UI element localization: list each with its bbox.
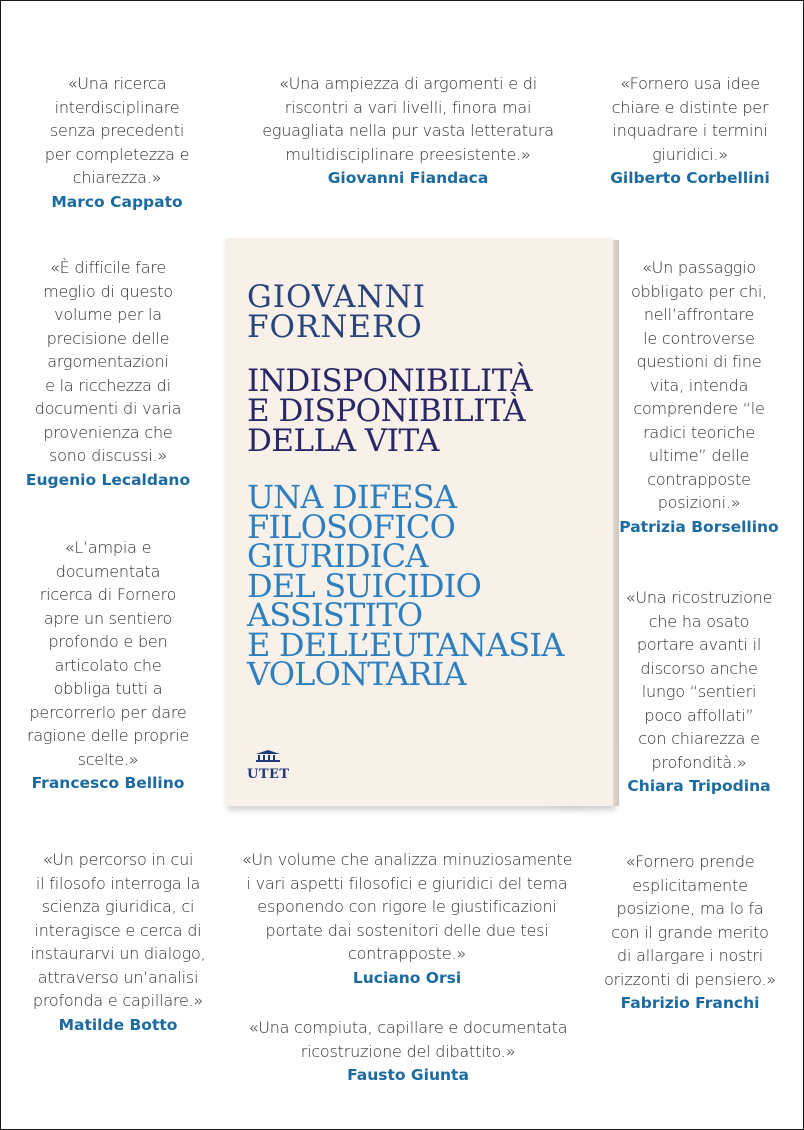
quote-lecaldano <box>12 256 204 492</box>
quote-author: Eugenio Lecaldano <box>25 470 191 489</box>
book-author: GIOVANNI FORNERO <box>247 279 427 345</box>
quote-author: Patrizia Borsellino <box>619 517 779 536</box>
quote-text: «Un passaggio obbligato per chi, nell’affrontare le controverse questioni di fine vita, intenda comprendere “le radici teoriche ultime” delle contrapposte posizioni.» <box>630 258 768 512</box>
quote-text: «Una compiuta, capillare e documentata ricostruzione del dibattito.» <box>248 1018 568 1061</box>
book-cover <box>225 238 613 806</box>
quote-author: Matilde Botto <box>58 1015 178 1034</box>
publisher-logo-icon <box>254 750 282 762</box>
quote-author: Francesco Bellino <box>31 774 185 792</box>
publisher-mark <box>247 750 290 782</box>
quote-text: «È difficile fare meglio di questo volume per la precisione delle argomentazioni e la ricchezza di documenti di varia provenienza che sono discussi.» <box>34 258 182 465</box>
quote-giunta <box>232 1016 584 1087</box>
quote-author: Giovanni Fiandaca <box>327 169 489 187</box>
quote-text: «Fornero prende esplicitamente posizione, ma lo fa con il grande merito di allargare i nostri orizzonti di pensiero.» <box>604 852 776 989</box>
quote-author: Marco Cappato <box>51 192 183 211</box>
quote-text: «Una ricerca interdisciplinare senza precedenti per completezza e chiarezza.» <box>44 74 190 187</box>
quote-text: «Una ricostruzione che ha osato portare avanti il discorso anche lungo “sentieri poco affollati” con chiarezza e profondità.» <box>625 588 773 772</box>
quote-cappato <box>22 72 212 214</box>
quote-franchi <box>590 850 790 1015</box>
book-subtitle: UNA DIFESA FILOSOFICO GIURIDICA DEL SUICIDIO ASSISTITO E DELL’EUTANASIA VOLONTARIA <box>247 478 564 693</box>
publisher-name: UTET <box>247 767 290 782</box>
quote-author: Luciano Orsi <box>352 968 462 987</box>
quote-corbellini <box>590 72 790 190</box>
quote-author: Gilberto Corbellini <box>610 169 770 187</box>
quote-author: Fausto Giunta <box>347 1066 469 1084</box>
quote-author: Fabrizio Franchi <box>620 994 760 1012</box>
book-title: INDISPONIBILITÀ E DISPONIBILITÀ DELLA VITA <box>247 363 533 459</box>
quote-text: «Un volume che analizza minuziosamente i vari aspetti filosofici e giuridici del tema esponendo con rigore le giustificazioni portate dai sostenitori delle due tesi contrapposte.» <box>241 850 573 963</box>
quote-botto <box>20 848 216 1037</box>
quote-text: «Un percorso in cui il filosofo interroga la scienza giuridica, ci interagisce e cerca di instaurarvi un dialogo, attraverso un’analisi profonda e capillare.» <box>30 850 206 1010</box>
quote-text: «L’ampia e documentata ricerca di Fornero apre un sentiero profondo e ben articolato che obbliga tutti a percorrerlo per dare ragione delle proprie scelte.» <box>26 538 190 769</box>
quote-text: «Fornero usa idee chiare e distinte per inquadrare i termini giuridici.» <box>611 74 769 164</box>
quote-borsellino <box>608 256 790 539</box>
quote-fiandaca <box>232 72 584 190</box>
quote-text: «Una ampiezza di argomenti e di riscontri a vari livelli, finora mai eguagliata nella pur vasta letteratura multidisciplinare preesistente.» <box>262 74 554 164</box>
quote-bellino <box>12 536 204 795</box>
quote-author: Chiara Tripodina <box>627 777 771 795</box>
quote-tripodina <box>608 586 790 798</box>
quote-orsi <box>226 848 588 990</box>
